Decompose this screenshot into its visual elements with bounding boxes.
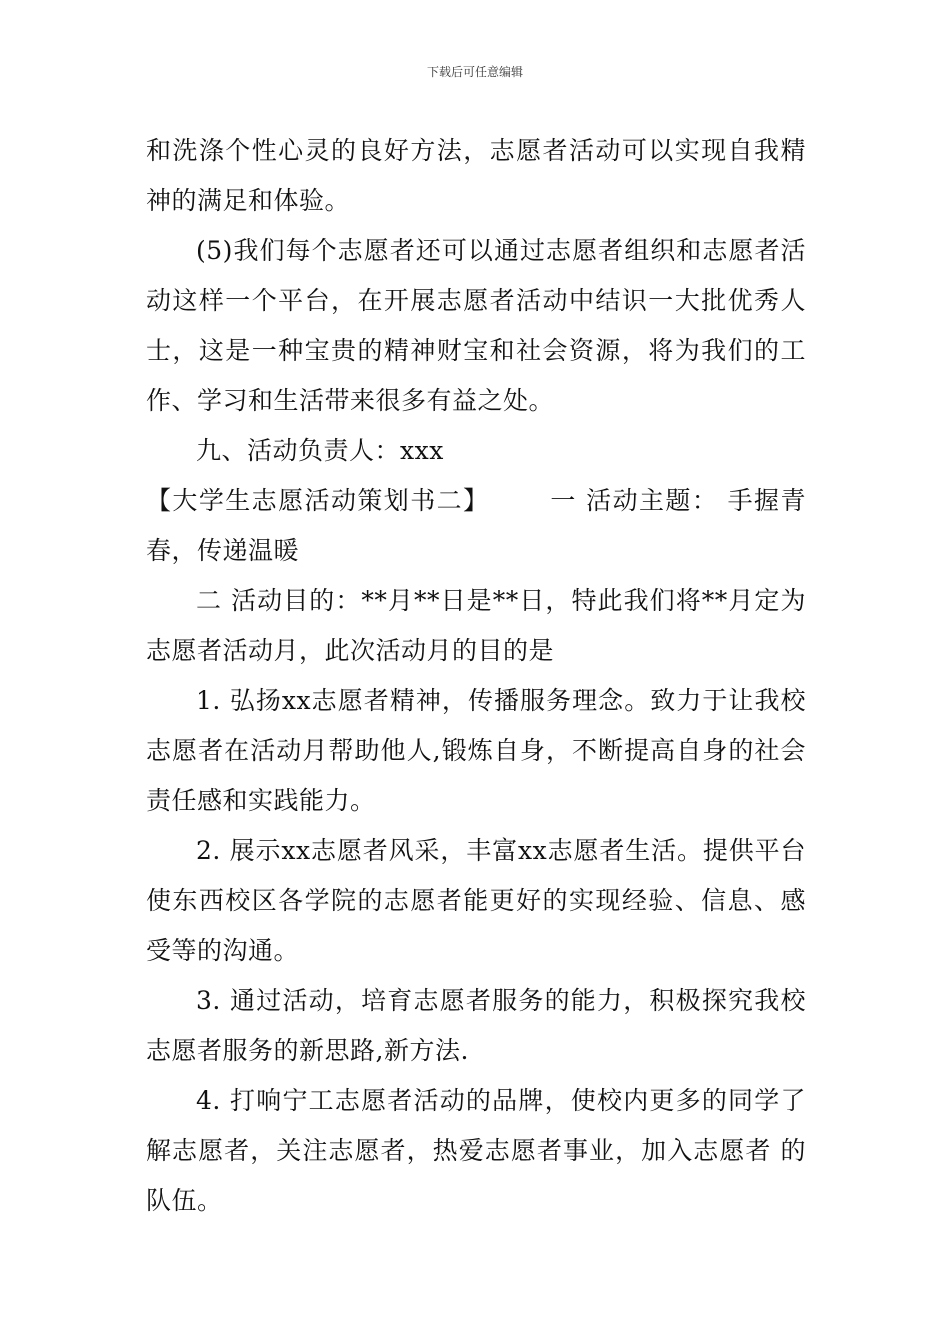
section-heading: [146, 476, 806, 576]
activity-theme: 一 活动主题： 手握青春，传递温暖: [146, 486, 806, 565]
paragraph-responsible-person: 九、活动负责人：xxx: [196, 436, 444, 465]
list-item-2: 2. 展示xx志愿者风采，丰富xx志愿者生活。提供平台使东西校区各学院的志愿者能更好的实现经验、信息、感受等的沟通。: [146, 836, 806, 965]
paragraph-1: 和洗涤个性心灵的良好方法，志愿者活动可以实现自我精神的满足和体验。: [146, 136, 806, 215]
list-item-3: 3. 通过活动，培育志愿者服务的能力，积极探究我校志愿者服务的新思路,新方法.: [146, 986, 806, 1065]
paragraph-2: (5)我们每个志愿者还可以通过志愿者组织和志愿者活动这样一个平台，在开展志愿者活动中结识一大批优秀人士，这是一种宝贵的精神财宝和社会资源，将为我们的工作、学习和生活带来很多有益之处。: [146, 236, 806, 415]
section-title: 【大学生志愿活动策划书二】: [146, 486, 490, 515]
list-item-4: 4. 打响宁工志愿者活动的品牌，使校内更多的同学了解志愿者，关注志愿者，热爱志愿者事业，加入志愿者 的队伍。: [146, 1086, 806, 1215]
page-header: 下载后可任意编辑: [426, 65, 523, 79]
list-item-1: 1. 弘扬xx志愿者精神，传播服务理念。致力于让我校志愿者在活动月帮助他人,锻炼自身，不断提高自身的社会责任感和实践能力。: [146, 686, 806, 815]
document-body: [146, 126, 806, 1226]
paragraph-purpose: 二 活动目的：**月**日是**日，特此我们将**月定为志愿者活动月，此次活动月的目的是: [146, 586, 806, 665]
